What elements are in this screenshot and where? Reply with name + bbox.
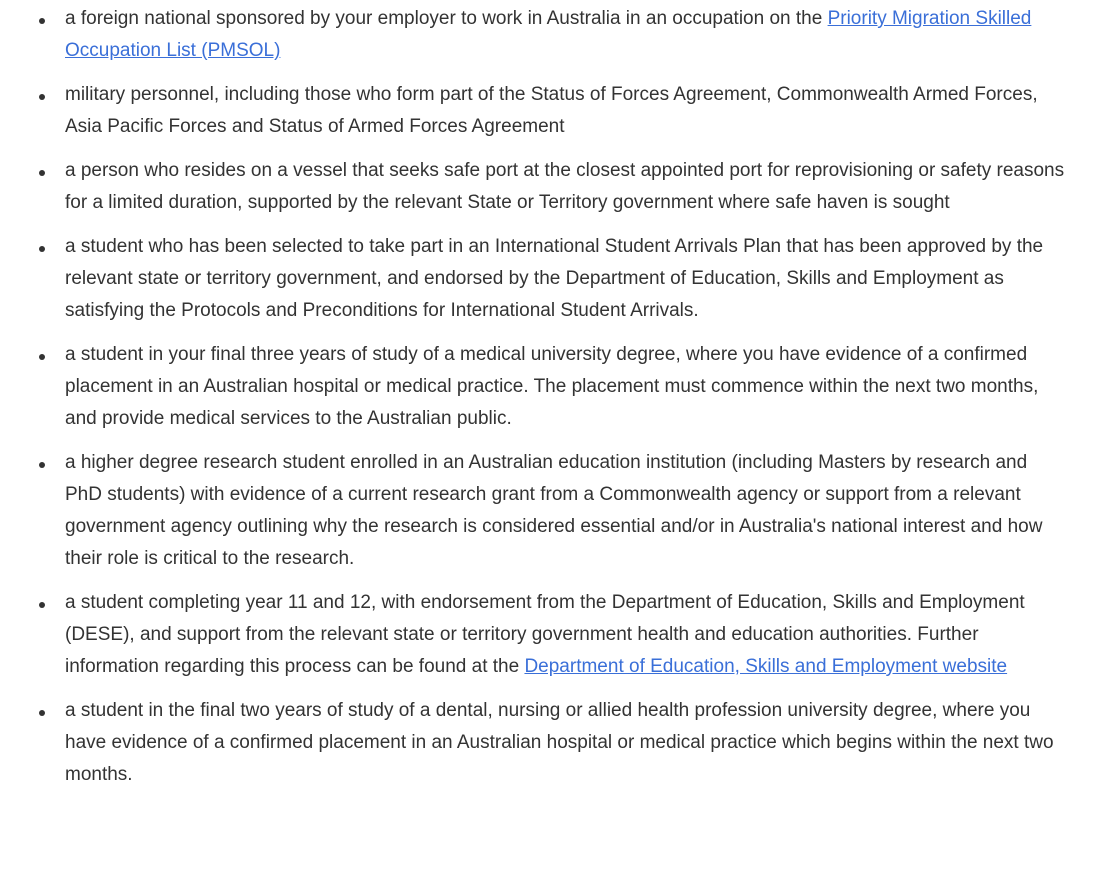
list-item: [65, 3, 1065, 67]
item-text: a student completing year 11 and 12, with endorsement from the Department of Education, Skills and Employment (DESE), and support from the relevant state or territory government health and education authorities. Further information regarding this process can be found at the: [65, 592, 1025, 677]
list-item: [65, 587, 1065, 683]
item-text: a student who has been selected to take part in an International Student Arrivals Plan that has been approved by the relevant state or territory government, and endorsed by the Department of Education, Skills and Employment as satisfying the Protocols and Preconditions for International Student Arrivals.: [65, 236, 1044, 321]
eligibility-list: [0, 3, 1065, 791]
list-item: [65, 339, 1065, 435]
item-text: a person who resides on a vessel that seeks safe port at the closest appointed port for reprovisioning or safety reasons for a limited duration, supported by the relevant State or Territory government where safe haven is sought: [65, 160, 1065, 213]
list-item: [65, 79, 1065, 143]
dese-website-link[interactable]: Department of Education, Skills and Employment website: [524, 656, 1008, 677]
item-text: a foreign national sponsored by your employer to work in Australia in an occupation on the: [65, 8, 828, 29]
item-text: military personnel, including those who form part of the Status of Forces Agreement, Commonwealth Armed Forces, Asia Pacific Forces and Status of Armed Forces Agreement: [65, 84, 1038, 137]
item-text: a student in the final two years of study of a dental, nursing or allied health profession university degree, where you have evidence of a confirmed placement in an Australian hospital or medical practice which begins within the next two months.: [65, 700, 1054, 785]
item-text: a higher degree research student enrolled in an Australian education institution (including Masters by research and PhD students) with evidence of a current research grant from a Commonwealth agency or support from a relevant government agency outlining why the research is considered essential and/or in Australia's national interest and how their role is critical to the research.: [65, 452, 1043, 569]
item-text: a student in your final three years of study of a medical university degree, where you have evidence of a confirmed placement in an Australian hospital or medical practice. The placement must commence within the next two months, and provide medical services to the Australian public.: [65, 344, 1039, 429]
list-item: [65, 155, 1065, 219]
list-item: [65, 231, 1065, 327]
list-item: [65, 447, 1065, 575]
list-item: [65, 695, 1065, 791]
pmsol-link[interactable]: Priority Migration Skilled Occupation List (PMSOL): [65, 8, 1032, 61]
